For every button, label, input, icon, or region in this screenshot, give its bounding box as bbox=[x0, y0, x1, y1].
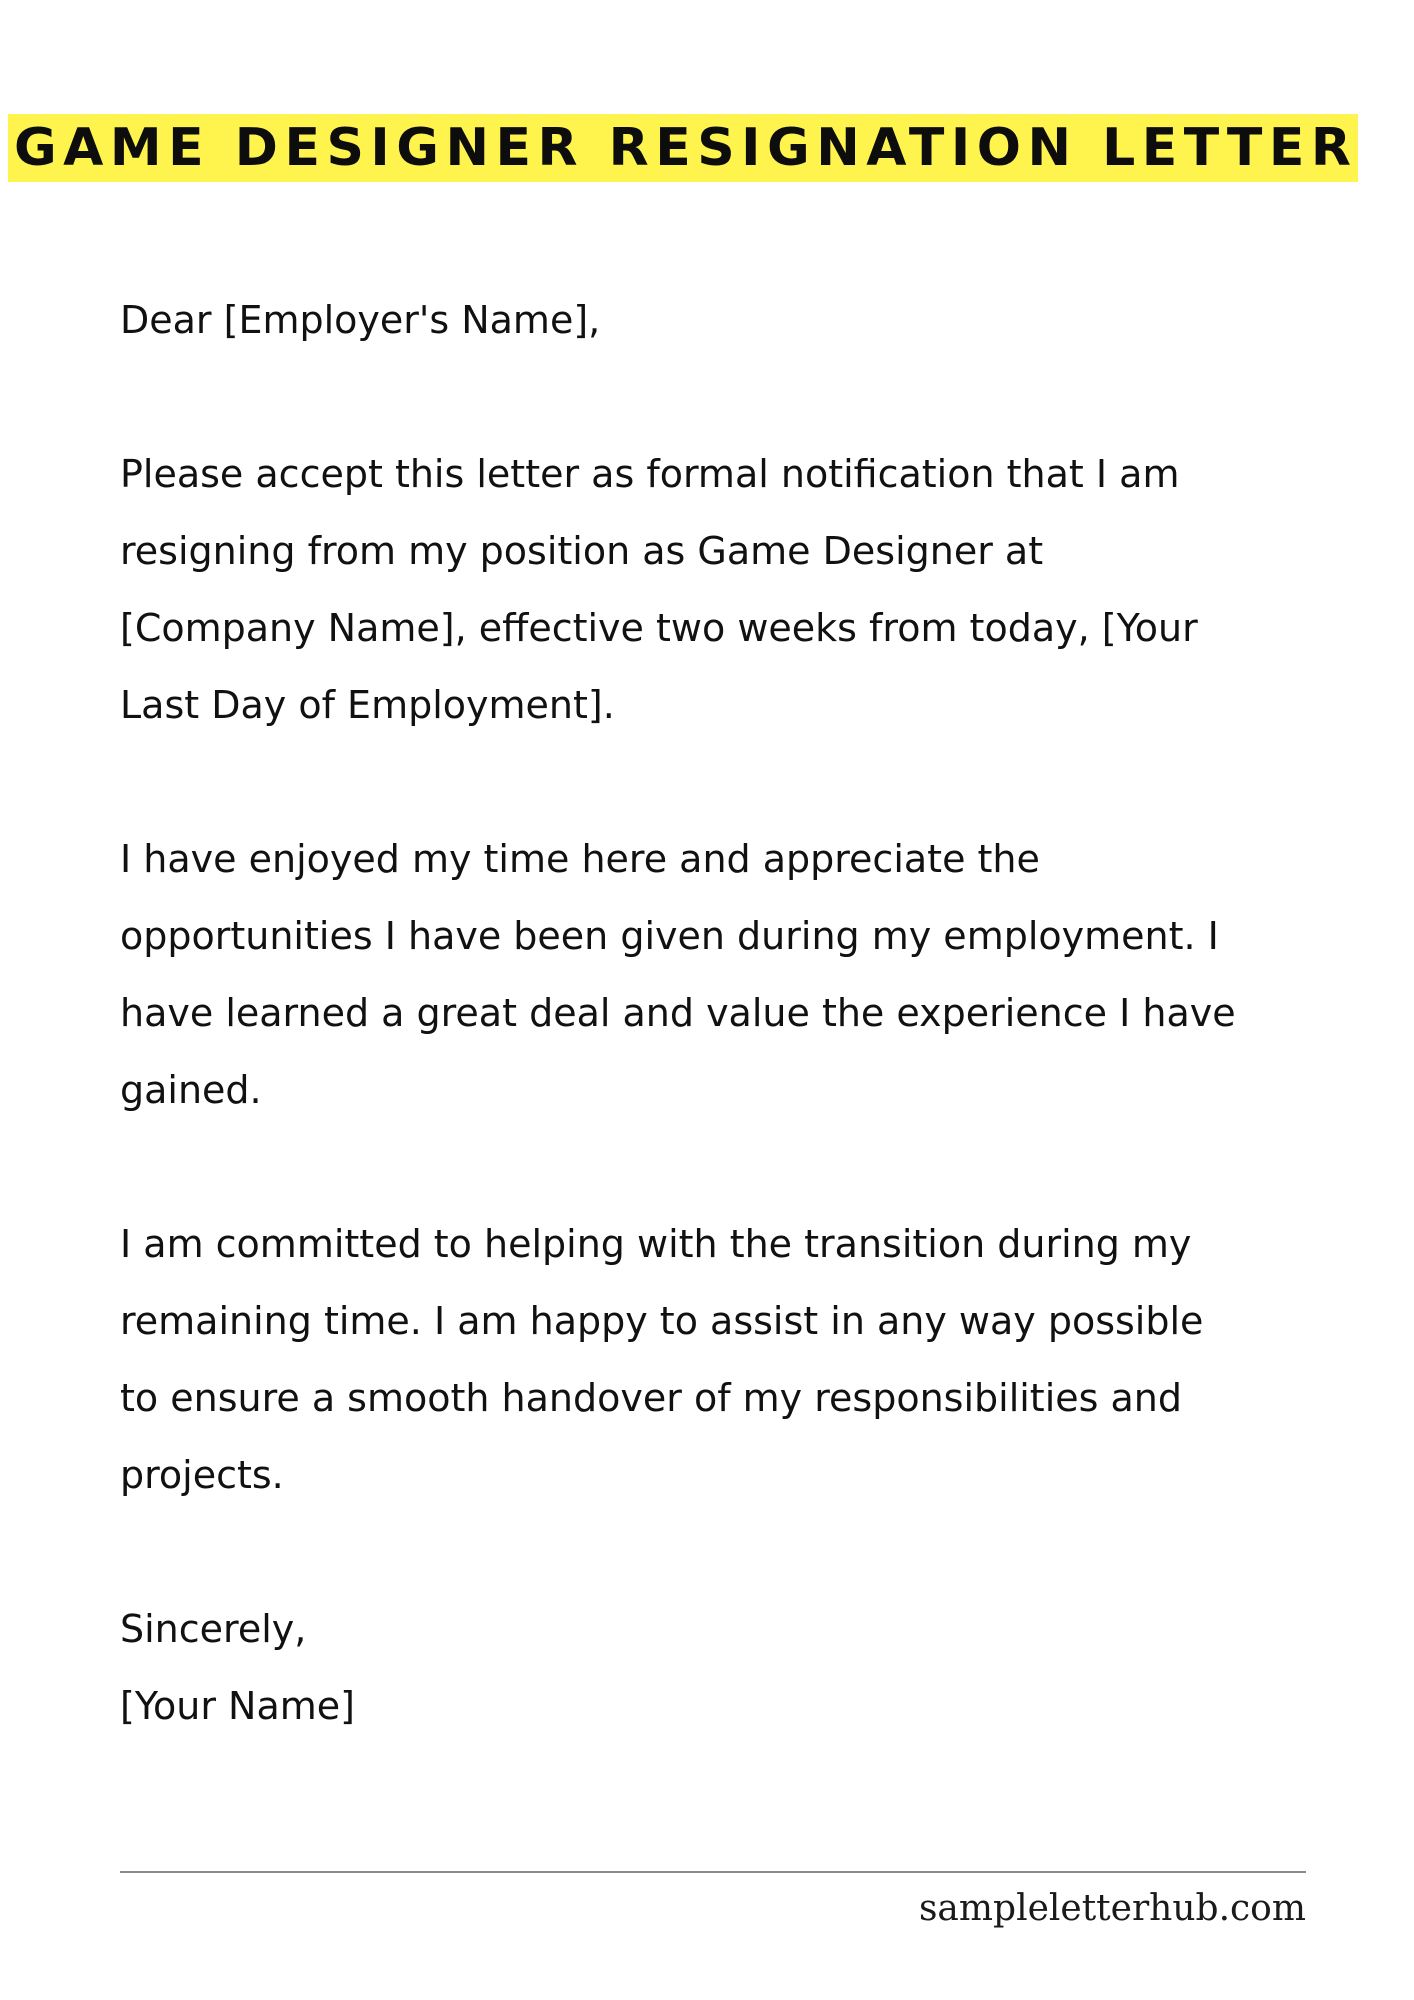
paragraph-line: gained. bbox=[120, 1068, 262, 1112]
letter-body bbox=[120, 282, 1360, 1745]
paragraph-appreciation bbox=[120, 821, 1360, 1129]
page-title: GAME DESIGNER RESIGNATION LETTER bbox=[14, 118, 1358, 178]
paragraph-line: have learned a great deal and value the experience I have bbox=[120, 991, 1236, 1035]
paragraph-transition bbox=[120, 1206, 1360, 1514]
paragraph-line: resigning from my position as Game Designer at bbox=[120, 529, 1044, 573]
signature: [Your Name] bbox=[120, 1684, 355, 1728]
salutation: Dear [Employer's Name], bbox=[120, 298, 601, 342]
paragraph-line: I have enjoyed my time here and appreciate the bbox=[120, 837, 1040, 881]
closing-block bbox=[120, 1591, 1360, 1745]
paragraph-line: Last Day of Employment]. bbox=[120, 683, 615, 727]
footer-site: sampleletterhub.com bbox=[918, 1888, 1306, 1929]
paragraph-line: remaining time. I am happy to assist in any way possible bbox=[120, 1299, 1204, 1343]
closing: Sincerely, bbox=[120, 1607, 307, 1651]
footer-divider bbox=[120, 1871, 1306, 1873]
paragraph-line: I am committed to helping with the transition during my bbox=[120, 1222, 1192, 1266]
paragraph-line: projects. bbox=[120, 1453, 284, 1497]
paragraph-line: opportunities I have been given during my employment. I bbox=[120, 914, 1219, 958]
paragraph-line: Please accept this letter as formal notification that I am bbox=[120, 452, 1180, 496]
paragraph-line: to ensure a smooth handover of my responsibilities and bbox=[120, 1376, 1183, 1420]
paragraph-line: [Company Name], effective two weeks from today, [Your bbox=[120, 606, 1198, 650]
paragraph-notification bbox=[120, 436, 1360, 744]
